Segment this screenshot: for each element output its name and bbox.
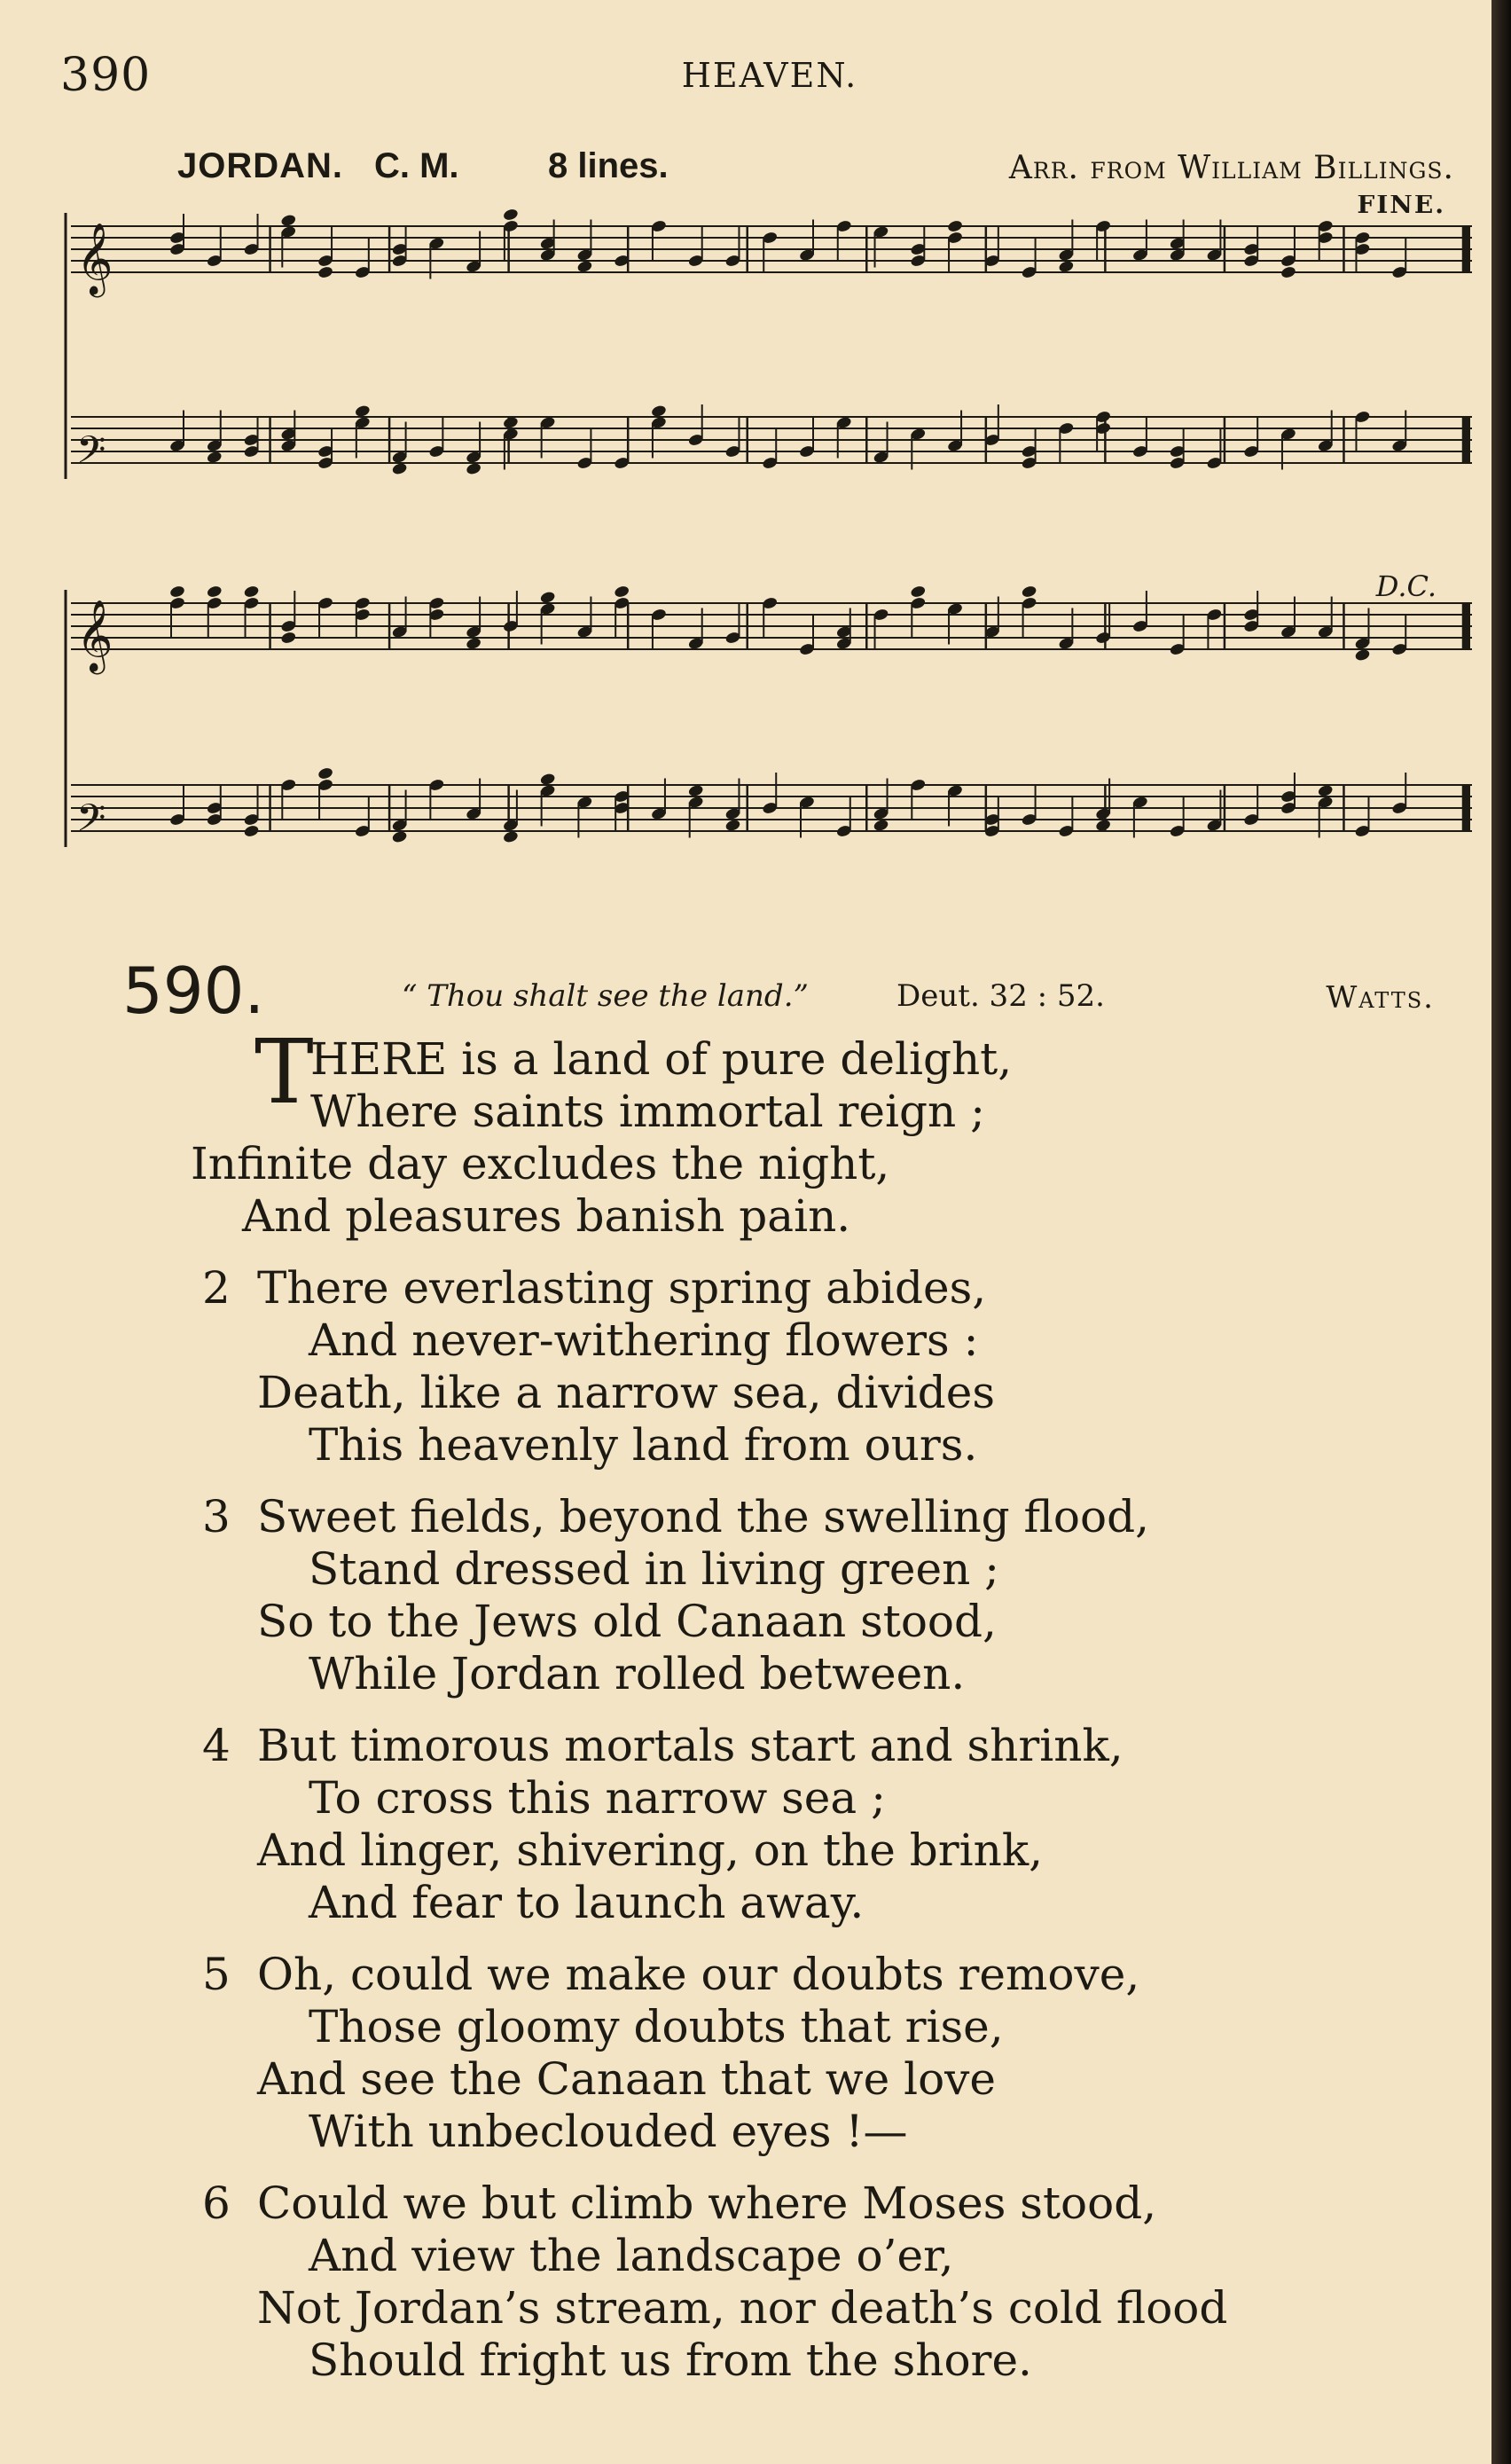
final-bar-line: [1463, 785, 1470, 831]
verse-line: While Jordan rolled between.: [309, 1648, 966, 1699]
hymn-author: Watts.: [1326, 980, 1435, 1016]
verse-line: So to the Jews old Canaan stood,: [257, 1596, 997, 1647]
verse-line: And never-withering flowers :: [309, 1314, 979, 1366]
final-bar-line: [1463, 226, 1470, 272]
drop-cap: T: [254, 1020, 314, 1124]
tune-heading: [177, 146, 1454, 196]
verse-line: Those gloomy doubts that rise,: [309, 2001, 1004, 2052]
note-head: [910, 585, 927, 599]
verse-line: Oh, could we make our doubts remove,: [257, 1949, 1140, 2000]
verse-line: And linger, shivering, on the brink,: [257, 1824, 1044, 1876]
note-head: [614, 585, 630, 599]
verse-number: 3: [202, 1491, 231, 1542]
hymn-number: 590.: [122, 953, 265, 1028]
page-header: [60, 49, 1444, 102]
music-score: [53, 195, 1490, 922]
treble-clef-icon: 𝄞: [76, 599, 114, 671]
verse-line: And view the landscape o’er,: [309, 2230, 954, 2281]
verse-line: There everlasting spring abides,: [257, 1262, 987, 1314]
tune-lines: 8 lines.: [548, 146, 669, 185]
verse-line: Not Jordan’s stream, nor death’s cold flood: [257, 2282, 1228, 2334]
verse-number: 2: [202, 1262, 231, 1314]
note-head: [169, 585, 186, 599]
fine-mark: FINE.: [1357, 195, 1445, 219]
final-bar-line: [1463, 603, 1470, 649]
stanza: [202, 1720, 1445, 1929]
stanza: [202, 1491, 1445, 1700]
verse-line: And see the Canaan that we love: [257, 2053, 997, 2105]
tune-meter: C. M.: [374, 146, 459, 185]
dc-mark: D.C.: [1375, 569, 1437, 603]
verse-line: Should fright us from the shore.: [309, 2335, 1032, 2386]
verse-line: But timorous mortals start and shrink,: [257, 1720, 1123, 1771]
verse-line: Stand dressed in living green ;: [309, 1543, 1000, 1595]
verse-line: To cross this narrow sea ;: [309, 1772, 886, 1824]
verse-line: With unbeclouded eyes !—: [309, 2106, 908, 2157]
note-head: [206, 585, 223, 599]
note-head: [1280, 265, 1297, 279]
tune-arranger: Arr. from William Billings.: [1008, 150, 1454, 186]
note-head: [317, 766, 334, 781]
verse-line: This heavenly land from ours.: [309, 1419, 978, 1471]
verse-line: Infinite day excludes the night,: [191, 1138, 890, 1189]
note-head: [317, 265, 334, 279]
stanza: [202, 1262, 1445, 1471]
final-bar-line: [1463, 417, 1470, 463]
verse-number: 6: [202, 2178, 231, 2229]
verse-line: Death, like a narrow sea, divides: [257, 1367, 995, 1418]
hymn-verses: [191, 1020, 1445, 2406]
note-head: [1021, 585, 1037, 599]
verse-line: Could we but climb where Moses stood,: [257, 2178, 1157, 2229]
verse-line: Sweet fields, beyond the swelling flood,: [257, 1491, 1150, 1542]
stanza: [202, 2178, 1445, 2387]
note-head: [502, 208, 519, 222]
music-score-svg: [53, 195, 1490, 922]
note-head: [280, 631, 297, 645]
verse-line: Where saints immortal reign ;: [310, 1086, 985, 1137]
hymn-scripture-quote: “ Thou shalt see the land.”: [402, 978, 809, 1014]
verse-line: And fear to launch away.: [309, 1877, 865, 1928]
bass-clef-icon: 𝄢: [76, 796, 106, 850]
treble-clef-icon: 𝄞: [76, 222, 114, 294]
verse-number: 5: [202, 1949, 231, 2000]
verse-line: And pleasures banish pain.: [242, 1190, 851, 1242]
page-edge-shadow: [1491, 0, 1511, 2464]
running-title: HEAVEN.: [681, 56, 858, 95]
note-head: [243, 585, 260, 599]
tune-name: JORDAN.: [177, 146, 344, 185]
page-number: 390: [60, 49, 152, 102]
staff-systems: [66, 208, 1472, 850]
hymn-heading: [122, 953, 1435, 1028]
verse-line: HERE is a land of pure delight,: [310, 1033, 1013, 1085]
note-head: [947, 219, 964, 233]
hymn-scripture-reference: Deut. 32 : 52.: [896, 978, 1105, 1014]
bass-clef-icon: 𝄢: [76, 428, 106, 482]
note-head: [243, 824, 260, 838]
verse-number: 4: [202, 1720, 231, 1771]
stanza: [202, 1949, 1445, 2158]
stanza: [191, 1020, 1445, 1243]
